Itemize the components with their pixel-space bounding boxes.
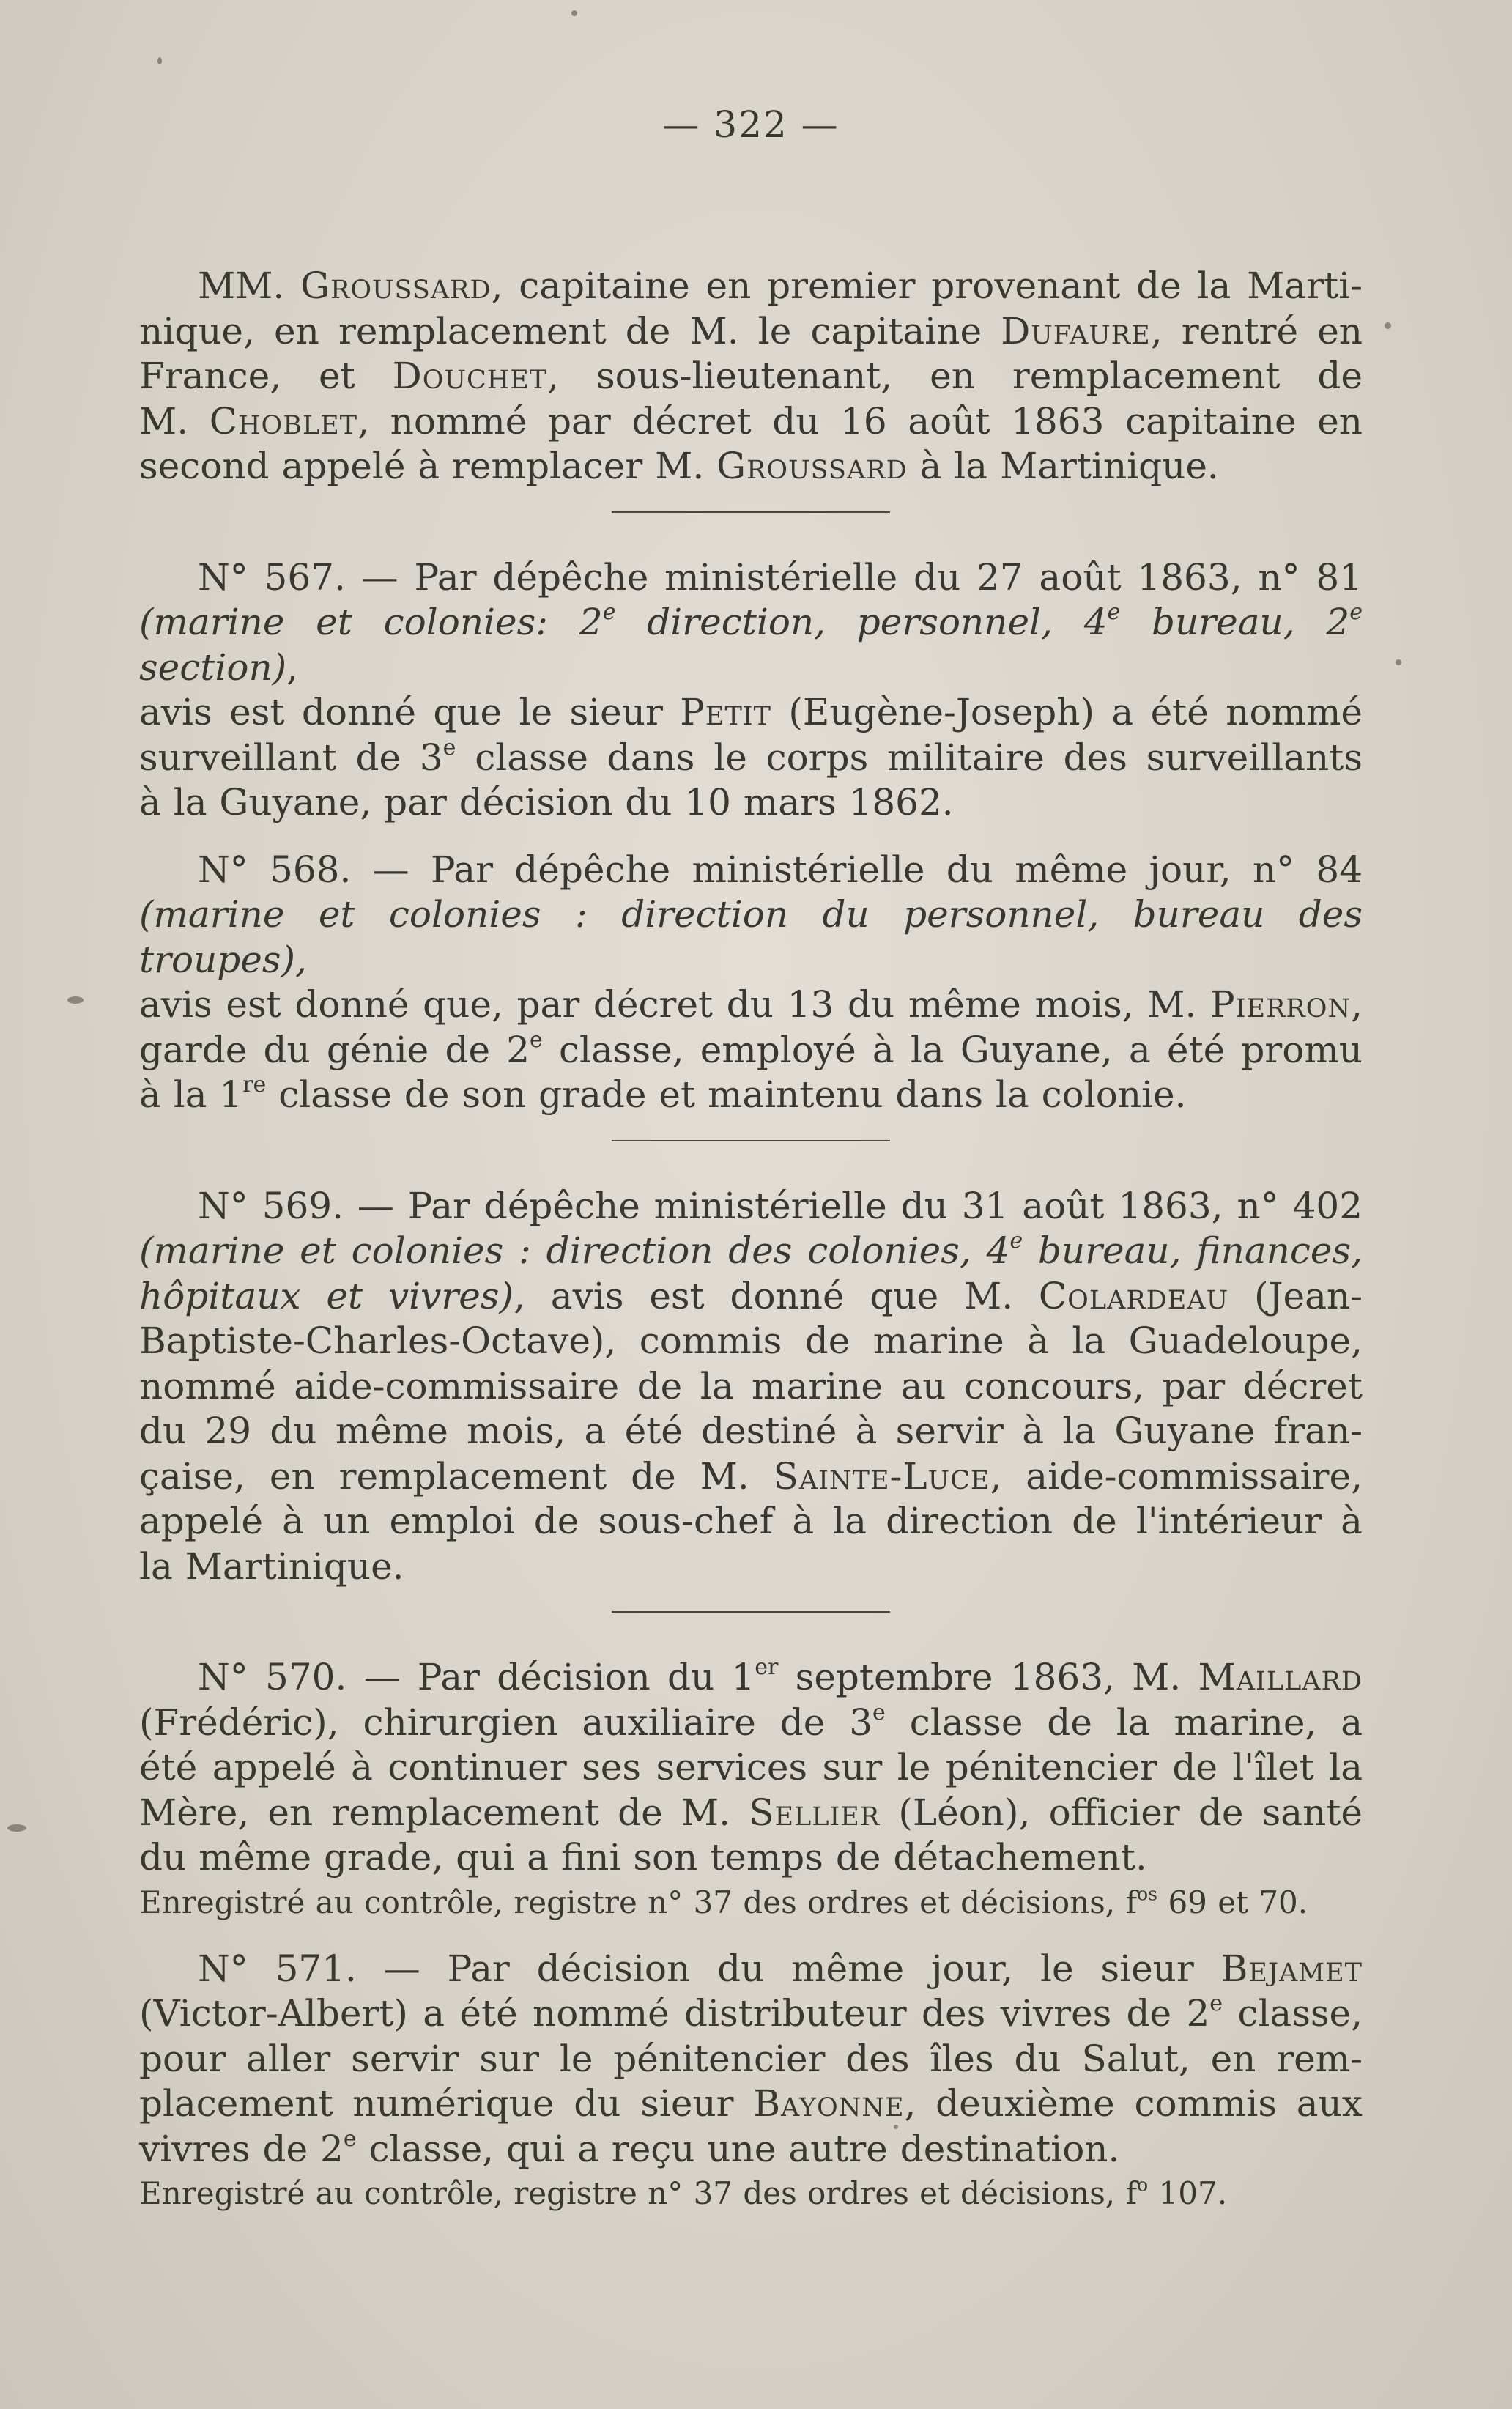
registration-note: Enregistré au contrôle, registre n° 37 des ordres et décisions, $f^o$ 107. (139, 2174, 1228, 2211)
text-line: MM. Groussard, capitaine en premier provenant de la Marti- (198, 264, 1363, 307)
paper-speck (1385, 322, 1391, 329)
entry-569 (139, 1184, 1363, 1590)
text-line: M. Choblet, nommé par décret du 16 août 1863 capitaine en (139, 399, 1363, 443)
person-name: Maillard (1198, 1656, 1363, 1698)
registration-note: Enregistré au contrôle, registre n° 37 des ordres et décisions, $f^{os}$ 69 et 70. (139, 1882, 1308, 1920)
paper-speck (67, 996, 84, 1004)
entry-571 (139, 1947, 1363, 2216)
continuation-paragraph (139, 264, 1363, 489)
person-name: Groussard (716, 445, 908, 487)
text-line: N° 567. — Par dépêche ministérielle du 27 août 1863, n° 81 (198, 555, 1363, 599)
text-line: à la Guyane, par décision du 10 mars 1862. (139, 781, 954, 824)
separator-rule (612, 1611, 890, 1613)
person-name: Sainte-Luce (773, 1454, 990, 1498)
text-line: appelé à un emploi de sous-chef à la direction de l'intérieur à (139, 1500, 1363, 1542)
text-line: garde du génie de 2e classe, employé à la Guyane, a été promu (139, 1026, 1363, 1071)
text-line: surveillant de 3e classe dans le corps militaire des surveillants (139, 734, 1363, 779)
text-line: (Victor-Albert) a été nommé distributeur des vivres de 2e classe, (139, 1991, 1363, 2035)
person-name: Pierron (1210, 983, 1352, 1026)
separator-rule (612, 1140, 890, 1141)
text-line: été appelé à continuer ses services sur le pénitencier de l'îlet la (139, 1746, 1363, 1788)
person-name: Dufaure (1001, 309, 1151, 352)
text-line: (marine et colonies : direction des colonies, 4e bureau, finances, (139, 1228, 1363, 1272)
text-line: (marine et colonies : direction du personnel, bureau des troupes), (139, 893, 1363, 981)
page-number: — 322 — (662, 103, 840, 146)
text-line: à la 1re classe de son grade et maintenu dans la colonie. (139, 1072, 1187, 1116)
text-line: vivres de 2e classe, qui a reçu une autre destination. (139, 2125, 1120, 2170)
text-line: avis est donné que, par décret du 13 du même mois, M. Pierron, (139, 983, 1363, 1026)
text-line: hôpitaux et vivres), avis est donné que M. Colardeau (Jean- (139, 1274, 1363, 1317)
paper-speck (7, 1824, 26, 1832)
text-line: la Martinique. (139, 1544, 404, 1588)
person-name: Bayonne (753, 2082, 905, 2125)
text-line: (marine et colonies: 2e direction, personnel, 4e bureau, 2e section), (139, 599, 1363, 689)
text-line: du 29 du même mois, a été destiné à servir à la Guyane fran- (139, 1410, 1363, 1452)
entry-570 (139, 1655, 1363, 1925)
text-line: N° 568. — Par dépêche ministérielle du même jour, n° 84 (198, 848, 1363, 891)
paper-speck (1396, 659, 1401, 665)
text-line: second appelé à remplacer M. Groussard à la Martinique. (139, 445, 1219, 487)
text-line: çaise, en remplacement de M. Sainte-Luce, aide-commissaire, (139, 1454, 1363, 1498)
paper-speck (571, 10, 577, 16)
text-line: avis est donné que le sieur Petit (Eugène-Joseph) a été nommé (139, 691, 1363, 733)
text-line: nommé aide-commissaire de la marine au concours, par décret (139, 1364, 1363, 1407)
person-name: Colardeau (1038, 1274, 1229, 1317)
text-line: nique, en remplacement de M. le capitaine Dufaure, rentré en (139, 309, 1363, 352)
text-line: N° 569. — Par dépêche ministérielle du 31 août 1863, n° 402 (198, 1184, 1363, 1227)
separator-rule (612, 511, 890, 513)
text-line: du même grade, qui a fini son temps de détachement. (139, 1836, 1147, 1879)
text-line: Mère, en remplacement de M. Sellier (Léon), officier de santé (139, 1791, 1363, 1834)
text-line: France, et Douchet, sous-lieutenant, en remplacement de (139, 355, 1363, 397)
paper-speck (158, 57, 162, 64)
entry-567 (139, 555, 1363, 826)
text-line: (Frédéric), chirurgien auxiliaire de 3e classe de la marine, a (139, 1699, 1363, 1744)
person-name: Choblet (209, 399, 358, 443)
text-line: N° 571. — Par décision du même jour, le sieur Bejamet (198, 1947, 1363, 1990)
text-line: pour aller servir sur le pénitencier des îles du Salut, en rem- (139, 2037, 1363, 2080)
person-name: Douchet (392, 355, 548, 397)
text-line: N° 570. — Par décision du 1er septembre 1863, M. Maillard (198, 1654, 1363, 1698)
entry-568 (139, 848, 1363, 1118)
person-name: Petit (680, 691, 771, 733)
text-line: placement numérique du sieur Bayonne, deuxième commis aux (139, 2082, 1363, 2125)
person-name: Groussard (300, 264, 492, 307)
person-name: Sellier (749, 1791, 881, 1834)
page-content (139, 95, 1363, 2238)
person-name: Bejamet (1220, 1947, 1363, 1990)
text-line: Baptiste-Charles-Octave), commis de marine à la Guadeloupe, (139, 1320, 1363, 1362)
